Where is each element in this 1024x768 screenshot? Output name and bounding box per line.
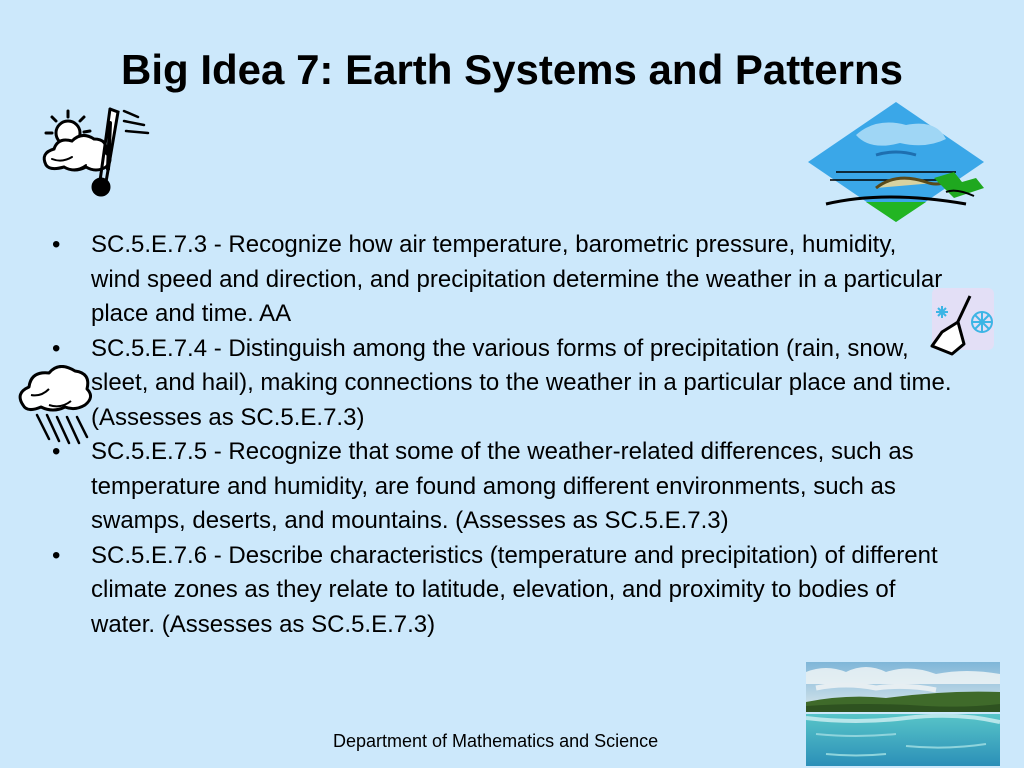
footer-text: Department of Mathematics and Science bbox=[333, 731, 659, 751]
bullet-marker: • bbox=[52, 541, 61, 569]
bullet-text: SC.5.E.7.4 - Distinguish among the various forms of precipitation (rain, snow, sleet, and hail), making connections to the weather in a particular place and time. (Assesses as SC.5.E.7.3) bbox=[91, 334, 952, 431]
bullet-marker: • bbox=[52, 438, 61, 465]
bullet-marker: • bbox=[52, 231, 61, 258]
list-item bbox=[52, 332, 952, 436]
list-item bbox=[52, 435, 952, 539]
sun-cloud-thermometer-icon bbox=[38, 103, 153, 201]
list-item bbox=[52, 539, 952, 643]
diamond-landscape-icon bbox=[806, 100, 986, 225]
coastline-photo bbox=[806, 662, 1000, 766]
slide-title: Big Idea 7: Earth Systems and Patterns bbox=[121, 46, 903, 93]
bullet-text: SC.5.E.7.3 - Recognize how air temperature, barometric pressure, humidity, wind speed and direction, and precipitation determine the weather in a particular place and time. AA bbox=[91, 231, 943, 327]
bullet-marker: • bbox=[52, 334, 61, 362]
list-item bbox=[52, 228, 952, 332]
bullet-list bbox=[52, 228, 952, 642]
bullet-text: SC.5.E.7.5 - Recognize that some of the weather-related differences, such as temperature and humidity, are found among different environments, such as swamps, deserts, and mountains. (Assesses as SC.5.E.7.3) bbox=[91, 438, 914, 534]
bullet-text: SC.5.E.7.6 - Describe characteristics (temperature and precipitation) of different climate zones as they relate to latitude, elevation, and proximity to bodies of water. (Assesses as SC.5.E.7.3) bbox=[91, 541, 938, 638]
